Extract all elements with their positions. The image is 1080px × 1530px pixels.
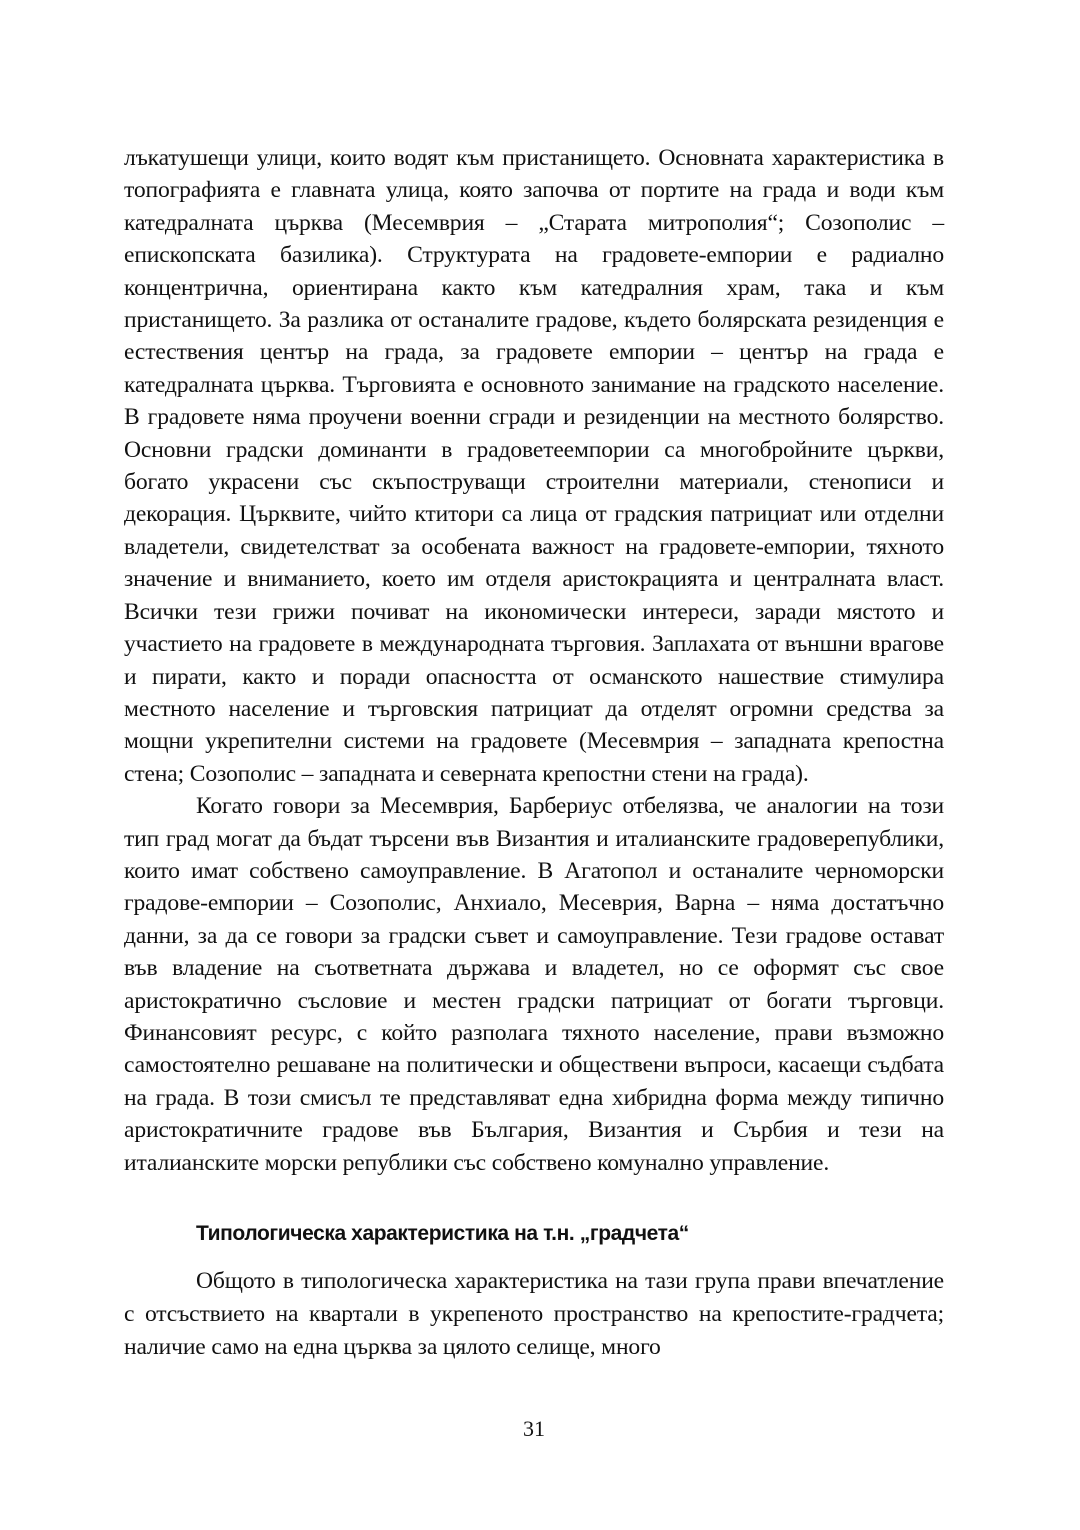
body-text bbox=[124, 142, 944, 1179]
section-heading: Типологическа характеристика на т.н. „градчета“ bbox=[196, 1222, 689, 1245]
paragraph-2: Когато говори за Месемврия, Барбериус отбелязва, че аналогии на този тип град могат да бъдат търсени във Византия и италианските градоверепублики, които имат собствено самоуправление. В Агатопол и останалите черноморски градове-емпории – Созополис, Анхиало, Месеврия, Варна – няма достатъчно данни, за да се говори за градски съвет и самоуправление. Тези градове остават във владение на съответната държава и владетел, но се оформят със свое аристократично съсловие и местен градски патрициат от богати търговци. Финансовият ресурс, с който разполага тяхното население, прави възможно самостоятелно решаване на политически и обществени въпроси, касаещи съдбата на града. В този смисъл те представляват една хибридна форма между типично аристократичните градове във България, Византия и Сърбия и тези на италианските морски републики със собствено комунално управление. bbox=[124, 793, 944, 1176]
page-number: 31 bbox=[523, 1416, 545, 1441]
paragraph-3: Общото в типологическа характеристика на тази група прави впечатление с отсъствието на квартали в укрепеното пространство на крепостите-градчета; наличие само на една църква за цялото селище, много bbox=[124, 1268, 944, 1360]
paragraph-1: лъкатушещи улици, които водят към пристанището. Основната характеристика в топографията е главната улица, която започва от портите на града и води към катедралната църква (Месемврия – „Старата митрополия“; Созополис – епископската базилика). Структурата на градовете-емпории е радиално концентрична, ориентирана както към катедралния храм, така и към пристанището. За разлика от останалите градове, където болярската резиденция е естествения център на града, за градовете емпории – център на града е катедралната църква. Търговията е основното занимание на градското население. В градовете няма проучени военни сгради и резиденции на местното болярство. Основни градски доминанти в градоветеемпории са многобройните църкви, богато украсени със скъпоструващи строителни материали, стенописи и декорация. Църквите, чийто ктитори са лица от градския патрициат или отделни владетели, свидетелстват за особената важност на градовете-емпории, тяхното значение и вниманието, което им отделя аристокрацията и централната власт. Всички тези грижи почиват на икономически интереси, заради мястото и участието на градовете в международната търговия. Заплахата от външни врагове и пирати, както и поради опасността от османското нашествие стимулира местното население и търговския патрициат да отделят огромни средства за мощни укрепителни системи на градовете (Месевмрия – западната крепостна стена; Созополис – западната и северната крепостни стени на града). bbox=[124, 145, 944, 787]
